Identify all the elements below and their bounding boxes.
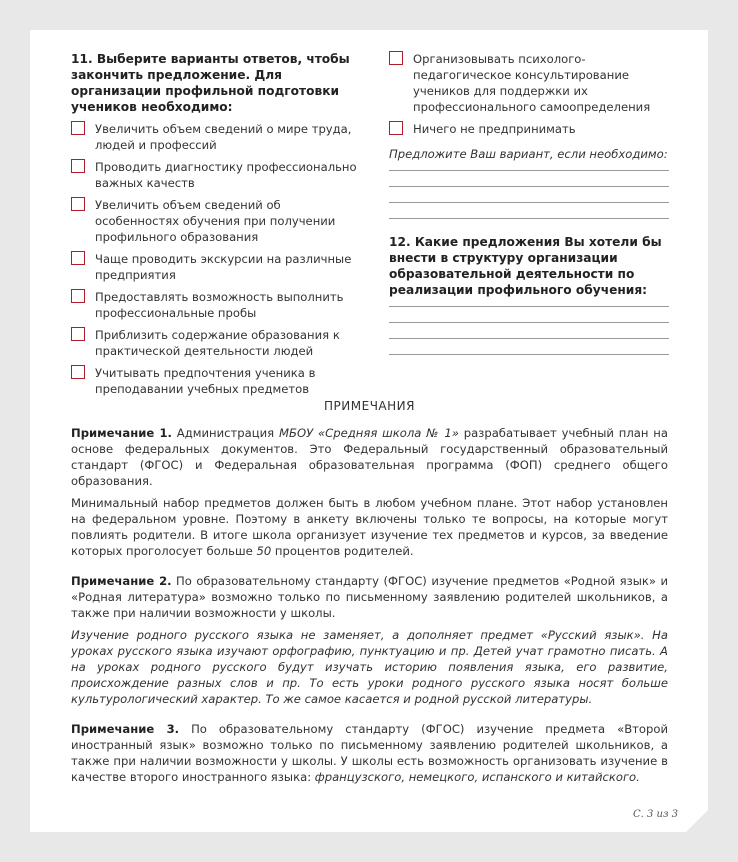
option-row[interactable] — [71, 159, 361, 191]
answer-line[interactable] — [389, 170, 669, 171]
option-row[interactable] — [71, 251, 361, 283]
notes-title: ПРИМЕЧАНИЯ — [324, 399, 415, 413]
question-11-title: 11. Выберите варианты ответов, чтобы закончить предложение. Для организации профильной подготовки учеников необходимо: — [71, 52, 350, 114]
option-label: Ничего не предпринимать — [413, 122, 576, 136]
page-number: С. 3 из 3 — [633, 809, 678, 820]
note-1-percent: 50 — [256, 544, 272, 558]
option-checkbox[interactable] — [389, 121, 403, 135]
answer-line[interactable] — [389, 306, 669, 307]
option-checkbox[interactable] — [71, 251, 85, 265]
option-row[interactable] — [389, 121, 669, 137]
note-3 — [71, 721, 668, 785]
option-label: Учитывать предпочтения ученика в преподавании учебных предметов — [95, 366, 316, 396]
note-1-text-b: разрабатывает учебный план на основе федеральных документов. Это Федеральный государственный образовательный стандарт (ФГОС) и Федеральная образовательная программа (ФОП) среднего общего образования. — [71, 426, 668, 488]
notes-section — [71, 399, 668, 791]
option-row[interactable] — [71, 197, 361, 245]
note-1-text-a: Администрация — [171, 426, 279, 440]
option-checkbox[interactable] — [389, 51, 403, 65]
note-1-p2-a: Минимальный набор предметов должен быть в любом учебном плане. Этот набор установлен на федеральном уровне. Поэтому в анкету включены только те вопросы, на которые могут повлиять родители. В итоге школа организует изучение тех предметов и курсов, за введение которых проголосует больше — [71, 496, 668, 558]
proposal-prompt: Предложите Ваш вариант, если необходимо: — [389, 147, 668, 161]
note-2-label: Примечание 2. — [71, 574, 172, 588]
question-12-answer-lines[interactable] — [389, 306, 669, 355]
option-label: Увеличить объем сведений об особенностях обучения при получении профильного образования — [95, 198, 336, 244]
note-1-label: Примечание 1. — [71, 426, 172, 440]
option-label: Увеличить объем сведений о мире труда, людей и профессий — [95, 122, 352, 152]
option-row[interactable] — [71, 289, 361, 321]
note-2-text: По образовательному стандарту (ФГОС) изучение предметов «Родной язык» и «Родная литература» возможно только по письменному заявлению родителей школьников, а также при наличии возможности у школы. — [71, 574, 669, 620]
option-label: Предоставлять возможность выполнить профессиональные пробы — [95, 290, 344, 320]
option-row[interactable] — [71, 121, 361, 153]
page-fold — [686, 810, 708, 832]
option-row[interactable] — [71, 327, 361, 359]
option-checkbox[interactable] — [71, 365, 85, 379]
answer-line[interactable] — [389, 354, 669, 355]
option-label: Организовывать психолого-педагогическое консультирование учеников для поддержки их профессионального самоопределения — [413, 52, 651, 114]
option-checkbox[interactable] — [71, 289, 85, 303]
answer-line[interactable] — [389, 322, 669, 323]
option-label: Чаще проводить экскурсии на различные предприятия — [95, 252, 352, 282]
note-3-languages: французского, немецкого, испанского и китайского. — [314, 770, 640, 784]
note-1 — [71, 425, 668, 489]
option-row[interactable] — [71, 365, 361, 397]
document-page — [30, 30, 708, 832]
question-11-column — [71, 51, 361, 397]
option-label: Проводить диагностику профессионально важных качеств — [95, 160, 357, 190]
answer-line[interactable] — [389, 202, 669, 203]
option-row[interactable] — [389, 51, 669, 115]
option-checkbox[interactable] — [71, 327, 85, 341]
proposal-answer-lines[interactable] — [389, 170, 669, 219]
answer-line[interactable] — [389, 186, 669, 187]
option-checkbox[interactable] — [71, 197, 85, 211]
option-label: Приблизить содержание образования к практической деятельности людей — [95, 328, 340, 358]
note-2 — [71, 573, 668, 621]
answer-line[interactable] — [389, 338, 669, 339]
question-11-continued-column — [389, 51, 669, 370]
note-1-p2-b: процентов родителей. — [271, 544, 414, 558]
note-3-text: По образовательному стандарту (ФГОС) изучение предмета «Второй иностранный язык» возможно только по письменному заявлению родителей школьников, а также при наличии возможности у школы. У школы есть возможность организовать изучение в качестве второго иностранного языка: — [71, 722, 668, 784]
answer-line[interactable] — [389, 218, 669, 219]
note-3-label: Примечание 3. — [71, 722, 180, 736]
option-checkbox[interactable] — [71, 121, 85, 135]
note-1-school: МБОУ «Средняя школа № 1» — [279, 426, 459, 440]
note-2-italic: Изучение родного русского языка не заменяет, а дополняет предмет «Русский язык». На уроках русского языка изучают орфографию, пунктуацию и пр. Детей учат грамотно писать. А на уроках родного русского будут изучать историю появления языка, его развитие, происхождение разных слов и пр. То есть уроки родного русского языка носят больше культурологический характер. То же самое касается и родной русской литературы. — [71, 628, 668, 706]
option-checkbox[interactable] — [71, 159, 85, 173]
note-1-paragraph-2 — [71, 495, 668, 559]
question-12-title: 12. Какие предложения Вы хотели бы внести в структуру организации образовательной деятельности по реализации профильного обучения: — [389, 235, 662, 297]
